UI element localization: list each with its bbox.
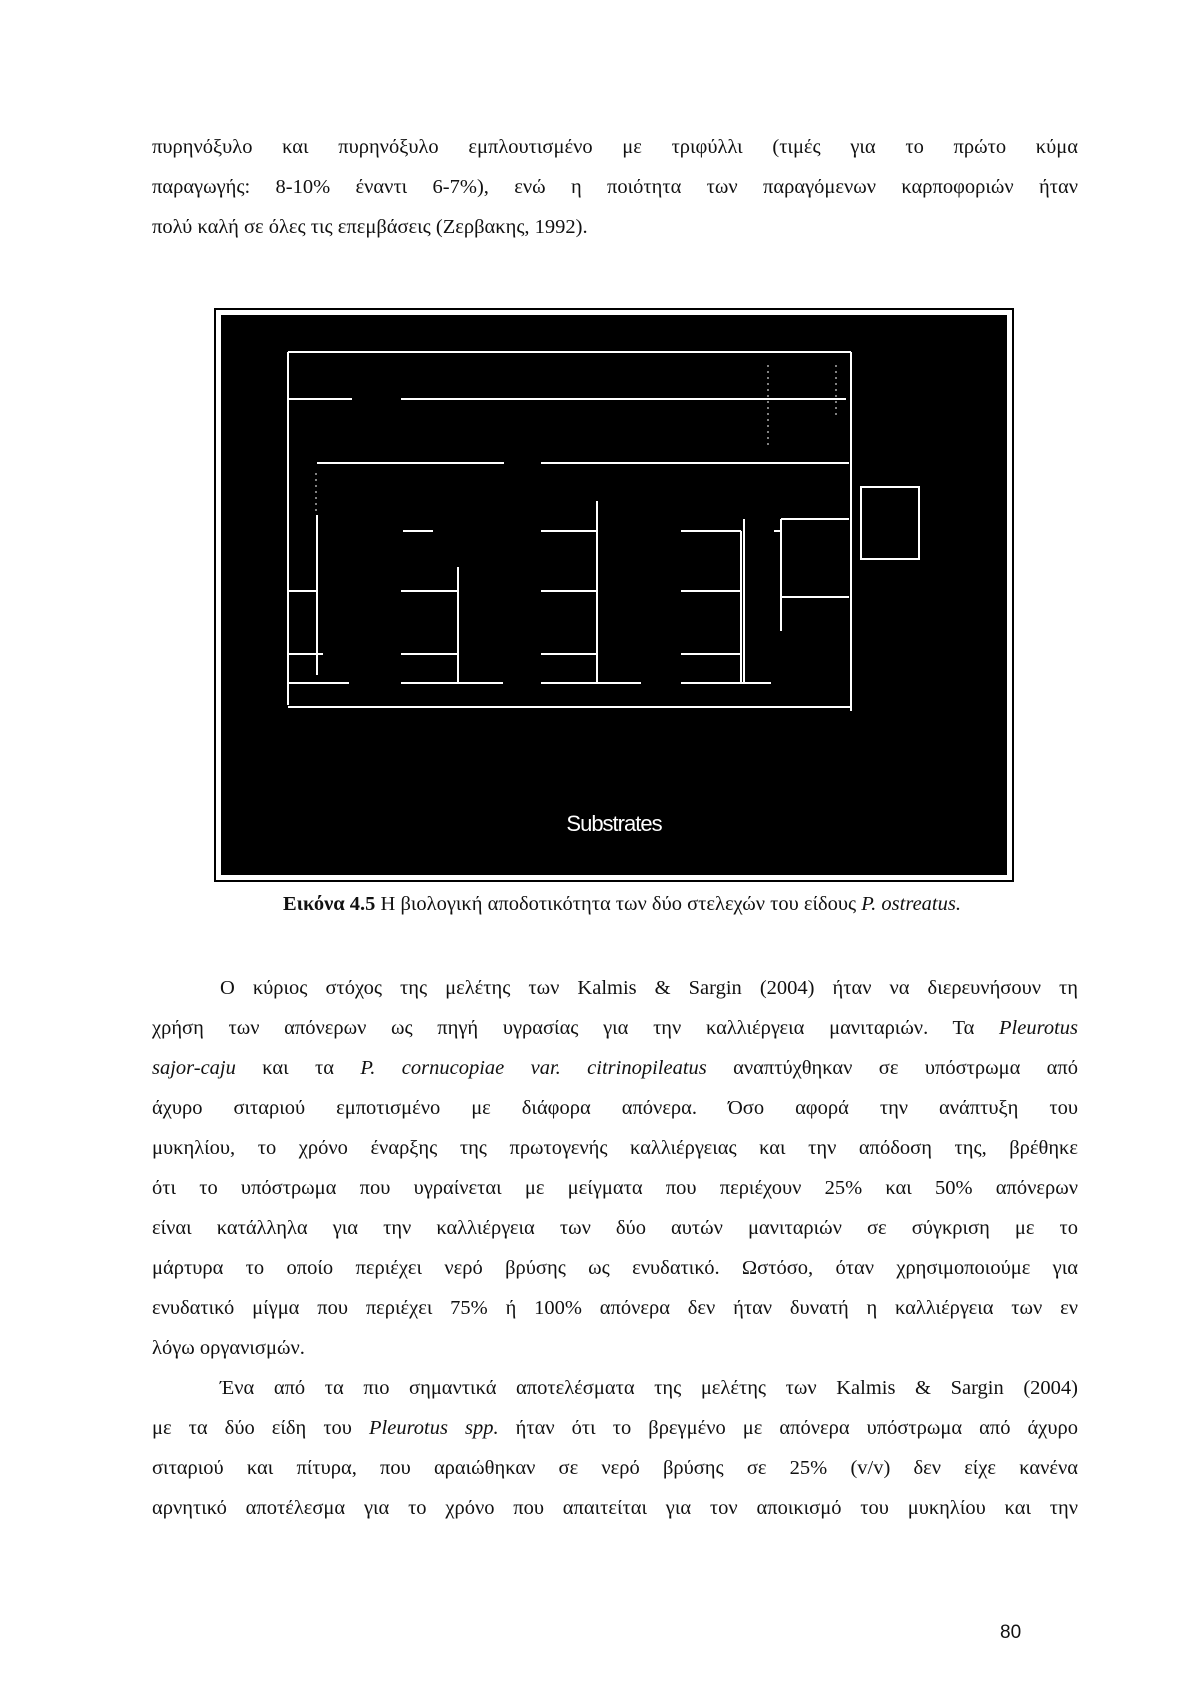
text-line: άχυρο σιταριού εμποτισμένο με διάφορα απόνερα. Όσο αφορά την ανάπτυξη του xyxy=(152,1097,1078,1119)
caption-text: Η βιολογική αποδοτικότητα των δύο στελεχών του είδους xyxy=(380,893,857,915)
text-line xyxy=(152,1408,1078,1448)
caption-species: P. ostreatus. xyxy=(861,893,961,915)
text-span: αναπτύχθηκαν σε υπόστρωμα από xyxy=(733,1057,1078,1079)
text-line xyxy=(152,1008,1078,1048)
figure-caption xyxy=(283,893,961,916)
page-number: 80 xyxy=(1000,1622,1022,1643)
text-line: αρνητικό αποτέλεσμα για το χρόνο που απαιτείται για τον αποικισμό του μυκηλίου και την xyxy=(152,1497,1078,1519)
species-name: Pleurotus xyxy=(999,1017,1078,1039)
text-line: πυρηνόξυλο και πυρηνόξυλο εμπλουτισμένο με τριφύλλι (τιμές για το πρώτο κύμα xyxy=(152,136,1078,158)
text-line: ενυδατικό μίγμα που περιέχει 75% ή 100% απόνερα δεν ήταν δυνατή η καλλιέργεια των εν xyxy=(152,1297,1078,1319)
axis-label: Substrates xyxy=(566,811,662,836)
paragraph-1 xyxy=(152,127,1078,247)
paragraph-2 xyxy=(152,968,1078,1528)
text-line: Ο κύριος στόχος της μελέτης των Kalmis & Sargin (2004) ήταν να διερευνήσουν τη xyxy=(220,977,1078,999)
text-span: με τα δύο είδη του xyxy=(152,1417,352,1439)
text-span: χρήση των απόνερων ως πηγή υγρασίας για την καλλιέργεια μανιταριών. Τα xyxy=(152,1017,975,1039)
species-name: Pleurotus spp. xyxy=(369,1417,499,1439)
text-line: πολύ καλή σε όλες τις επεμβάσεις (Ζερβακης, 1992). xyxy=(152,216,588,238)
text-span: ήταν ότι το βρεγμένο με απόνερα υπόστρωμα από άχυρο xyxy=(515,1417,1078,1439)
text-line: Ένα από τα πιο σημαντικά αποτελέσματα της μελέτης των Kalmis & Sargin (2004) xyxy=(220,1377,1078,1399)
species-name: P. cornucopiae var. citrinopileatus xyxy=(360,1057,707,1079)
text-line: μυκηλίου, το χρόνο έναρξης της πρωτογενής καλλιέργειας και την απόδοση της, βρέθηκε xyxy=(152,1137,1078,1159)
text-line: μάρτυρα το οποίο περιέχει νερό βρύσης ως ενυδατικό. Ωστόσο, όταν χρησιμοποιούμε για xyxy=(152,1257,1078,1279)
species-name: sajor-caju xyxy=(152,1057,236,1079)
text-line xyxy=(152,1048,1078,1088)
text-line: παραγωγής: 8-10% έναντι 6-7%), ενώ η ποιότητα των παραγόμενων καρποφοριών ήταν xyxy=(152,176,1078,198)
text-line: λόγω οργανισμών. xyxy=(152,1337,305,1359)
text-line: σιταριού και πίτυρα, που αραιώθηκαν σε νερό βρύσης σε 25% (v/v) δεν είχε κανένα xyxy=(152,1457,1078,1479)
text-line: είναι κατάλληλα για την καλλιέργεια των δύο αυτών μανιταριών σε σύγκριση με το xyxy=(152,1217,1078,1239)
caption-number: Εικόνα 4.5 xyxy=(283,893,376,915)
text-line: ότι το υπόστρωμα που υγραίνεται με μείγματα που περιέχουν 25% και 50% απόνερων xyxy=(152,1177,1078,1199)
figure-graphic xyxy=(221,315,1007,875)
figure-image xyxy=(216,310,1012,880)
text-span: και τα xyxy=(262,1057,335,1079)
